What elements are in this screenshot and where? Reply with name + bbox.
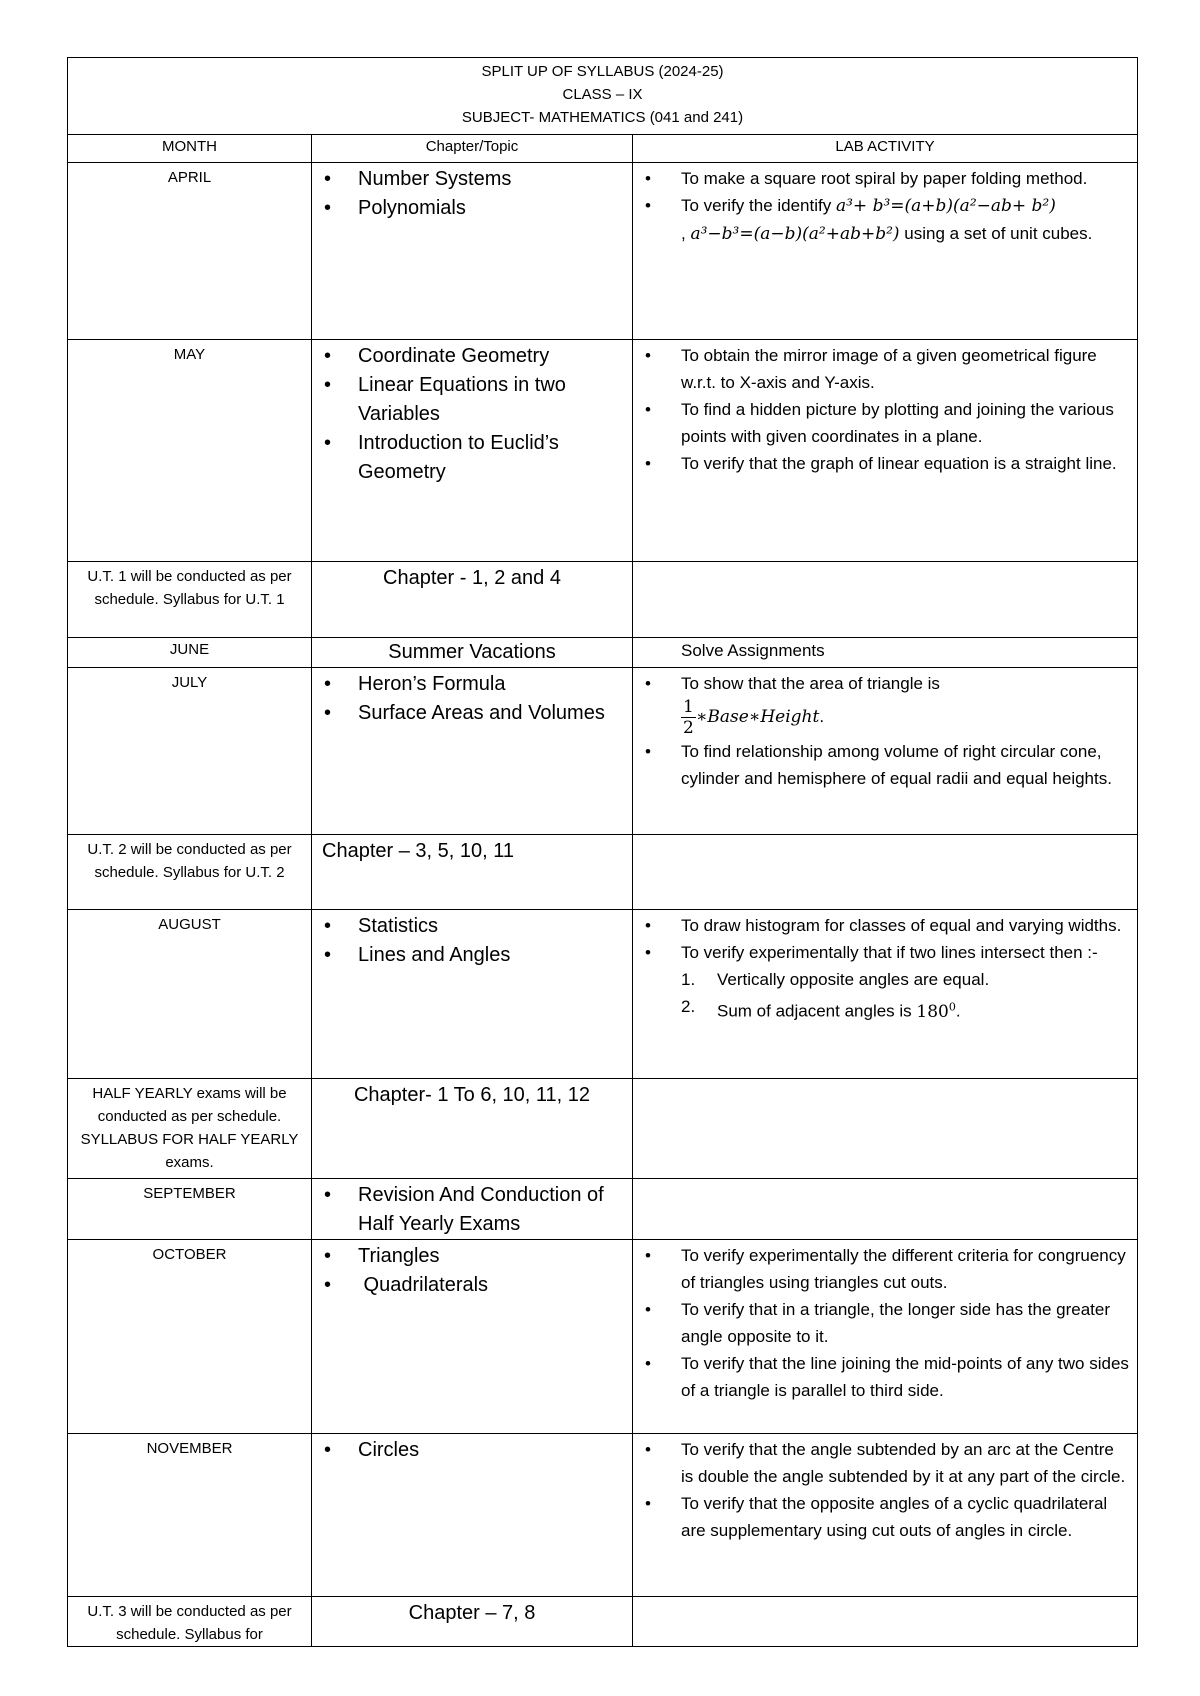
row-october [68, 1240, 1138, 1434]
angle-value [916, 1002, 955, 1022]
topics-october [312, 1240, 633, 1434]
row-july [68, 668, 1138, 835]
fraction-numerator: 1 [683, 697, 694, 717]
topic-item: • Triangles [324, 1242, 626, 1271]
activity-item [645, 192, 1129, 248]
topic-item: • Revision And Conduction of Half Yearly Exams [324, 1181, 626, 1239]
lab-july [633, 668, 1138, 835]
topic-item: • Circles [324, 1436, 626, 1465]
activity-item: • To find relationship among volume of right circular cone, cylinder and hemisphere of equal radii and equal heights. [645, 738, 1129, 792]
month-june: JUNE [68, 638, 312, 668]
lab-october [633, 1240, 1138, 1434]
topic-item: • Introduction to Euclid’s Geometry [324, 429, 626, 487]
header-lab: LAB ACTIVITY [633, 135, 1138, 163]
activity-item [645, 939, 1129, 966]
topics-november [312, 1434, 633, 1597]
fraction-denominator: 2 [683, 718, 694, 738]
month-april: APRIL [68, 163, 312, 340]
month-november: NOVEMBER [68, 1434, 312, 1597]
half-yearly-chapters: Chapter- 1 To 6, 10, 11, 12 [312, 1079, 633, 1179]
ut3-label: U.T. 3 will be conducted as per schedule. Syllabus for [68, 1597, 312, 1647]
ut3-lab [633, 1597, 1138, 1647]
title-line-1: SPLIT UP OF SYLLABUS (2024-25) [481, 63, 724, 80]
month-may: MAY [68, 340, 312, 562]
lab-may [633, 340, 1138, 562]
june-topic: Summer Vacations [312, 638, 633, 668]
topic-item: • Coordinate Geometry [324, 342, 626, 371]
activity-sublist [645, 966, 1129, 1026]
month-july: JULY [68, 668, 312, 835]
header-topic: Chapter/Topic [312, 135, 633, 163]
june-activity: Solve Assignments [633, 638, 1138, 668]
half-fraction [681, 697, 696, 738]
identity-formula-1: a³+ b³=(a+b)(a²−ab+ b²) [835, 196, 1056, 216]
ut1-lab [633, 562, 1138, 638]
row-september [68, 1179, 1138, 1240]
sub-number: 2. [681, 997, 696, 1016]
ut2-lab [633, 835, 1138, 910]
row-ut3 [68, 1597, 1138, 1647]
topic-item: • Polynomials [324, 194, 626, 223]
formula-end: . [819, 706, 825, 726]
month-september: SEPTEMBER [68, 1179, 312, 1240]
header-row [68, 135, 1138, 163]
ut1-chapters: Chapter - 1, 2 and 4 [312, 562, 633, 638]
row-june [68, 638, 1138, 668]
topics-may [312, 340, 633, 562]
ut3-chapters: Chapter – 7, 8 [312, 1597, 633, 1647]
activity-item: • To find a hidden picture by plotting and joining the various points with given coordinates in a plane. [645, 396, 1129, 450]
activity-text: To show that the area of triangle is [681, 674, 940, 693]
activity-item: • To verify that the angle subtended by an arc at the Centre is double the angle subtended by it at any part of the circle. [645, 1436, 1129, 1490]
title-line-3: SUBJECT- MATHEMATICS (041 and 241) [461, 109, 744, 126]
sub-item [681, 966, 1129, 993]
area-formula: ∗Base∗Height [695, 706, 820, 727]
sub-number: 1. [681, 970, 696, 989]
activity-text: To verify the identify [681, 196, 832, 215]
row-august [68, 910, 1138, 1079]
topic-item: • Linear Equations in two Variables [324, 371, 626, 429]
degree-sup: 0 [948, 1000, 956, 1013]
topics-july [312, 668, 633, 835]
lab-april [633, 163, 1138, 340]
row-november [68, 1434, 1138, 1597]
activity-item: • To verify experimentally the different criteria for congruency of triangles using triangles cut outs. [645, 1242, 1129, 1296]
row-half-yearly [68, 1079, 1138, 1179]
lab-november [633, 1434, 1138, 1597]
identity-formula-2: a³−b³=(a−b)(a²+ab+b²) [690, 224, 900, 244]
activity-item: • To verify that the graph of linear equation is a straight line. [645, 450, 1129, 477]
lab-august [633, 910, 1138, 1079]
sub-text: Vertically opposite angles are equal. [717, 970, 990, 989]
row-ut1 [68, 562, 1138, 638]
row-april [68, 163, 1138, 340]
activity-item: • To verify that the line joining the mid-points of any two sides of a triangle is parallel to third side. [645, 1350, 1129, 1404]
topic-item: • Lines and Angles [324, 941, 626, 970]
title-cell [68, 58, 1138, 135]
half-yearly-label: HALF YEARLY exams will be conducted as per schedule. SYLLABUS FOR HALF YEARLY exams. [68, 1079, 312, 1179]
title-line-2: CLASS – IX [562, 86, 643, 103]
activity-text: To verify experimentally that if two lines intersect then :- [681, 943, 1098, 962]
topic-item: • Heron’s Formula [324, 670, 626, 699]
row-ut2 [68, 835, 1138, 910]
half-yearly-lab [633, 1079, 1138, 1179]
topics-august [312, 910, 633, 1079]
activity-item: • To verify that in a triangle, the longer side has the greater angle opposite to it. [645, 1296, 1129, 1350]
month-august: AUGUST [68, 910, 312, 1079]
angle-number: 180 [916, 1001, 949, 1022]
header-month: MONTH [68, 135, 312, 163]
ut2-label: U.T. 2 will be conducted as per schedule. Syllabus for U.T. 2 [68, 835, 312, 910]
row-may [68, 340, 1138, 562]
activity-item: • To verify that the opposite angles of a cyclic quadrilateral are supplementary using cut outs of angles in circle. [645, 1490, 1129, 1544]
sub-item [681, 993, 1129, 1026]
activity-item: • To draw histogram for classes of equal and varying widths. [645, 912, 1129, 939]
topic-item: • Surface Areas and Volumes [324, 699, 626, 728]
ut1-label: U.T. 1 will be conducted as per schedule. Syllabus for U.T. 1 [68, 562, 312, 638]
activity-item: • To obtain the mirror image of a given geometrical figure w.r.t. to X-axis and Y-axis. [645, 342, 1129, 396]
lab-september [633, 1179, 1138, 1240]
activity-text: using a set of unit cubes. [904, 224, 1093, 243]
month-october: OCTOBER [68, 1240, 312, 1434]
formula-separator: , [681, 224, 686, 243]
activity-item: • To make a square root spiral by paper folding method. [645, 165, 1129, 192]
ut2-chapters: Chapter – 3, 5, 10, 11 [312, 835, 633, 910]
topic-item: • Quadrilaterals [324, 1271, 626, 1300]
topics-september [312, 1179, 633, 1240]
sub-text: Sum of adjacent angles is [717, 1001, 912, 1021]
sub-end: . [955, 1001, 961, 1021]
topic-item: • Statistics [324, 912, 626, 941]
topic-item: • Number Systems [324, 165, 626, 194]
topics-april [312, 163, 633, 340]
title-row [68, 58, 1138, 135]
activity-item [645, 670, 1129, 738]
syllabus-table [67, 57, 1138, 1647]
